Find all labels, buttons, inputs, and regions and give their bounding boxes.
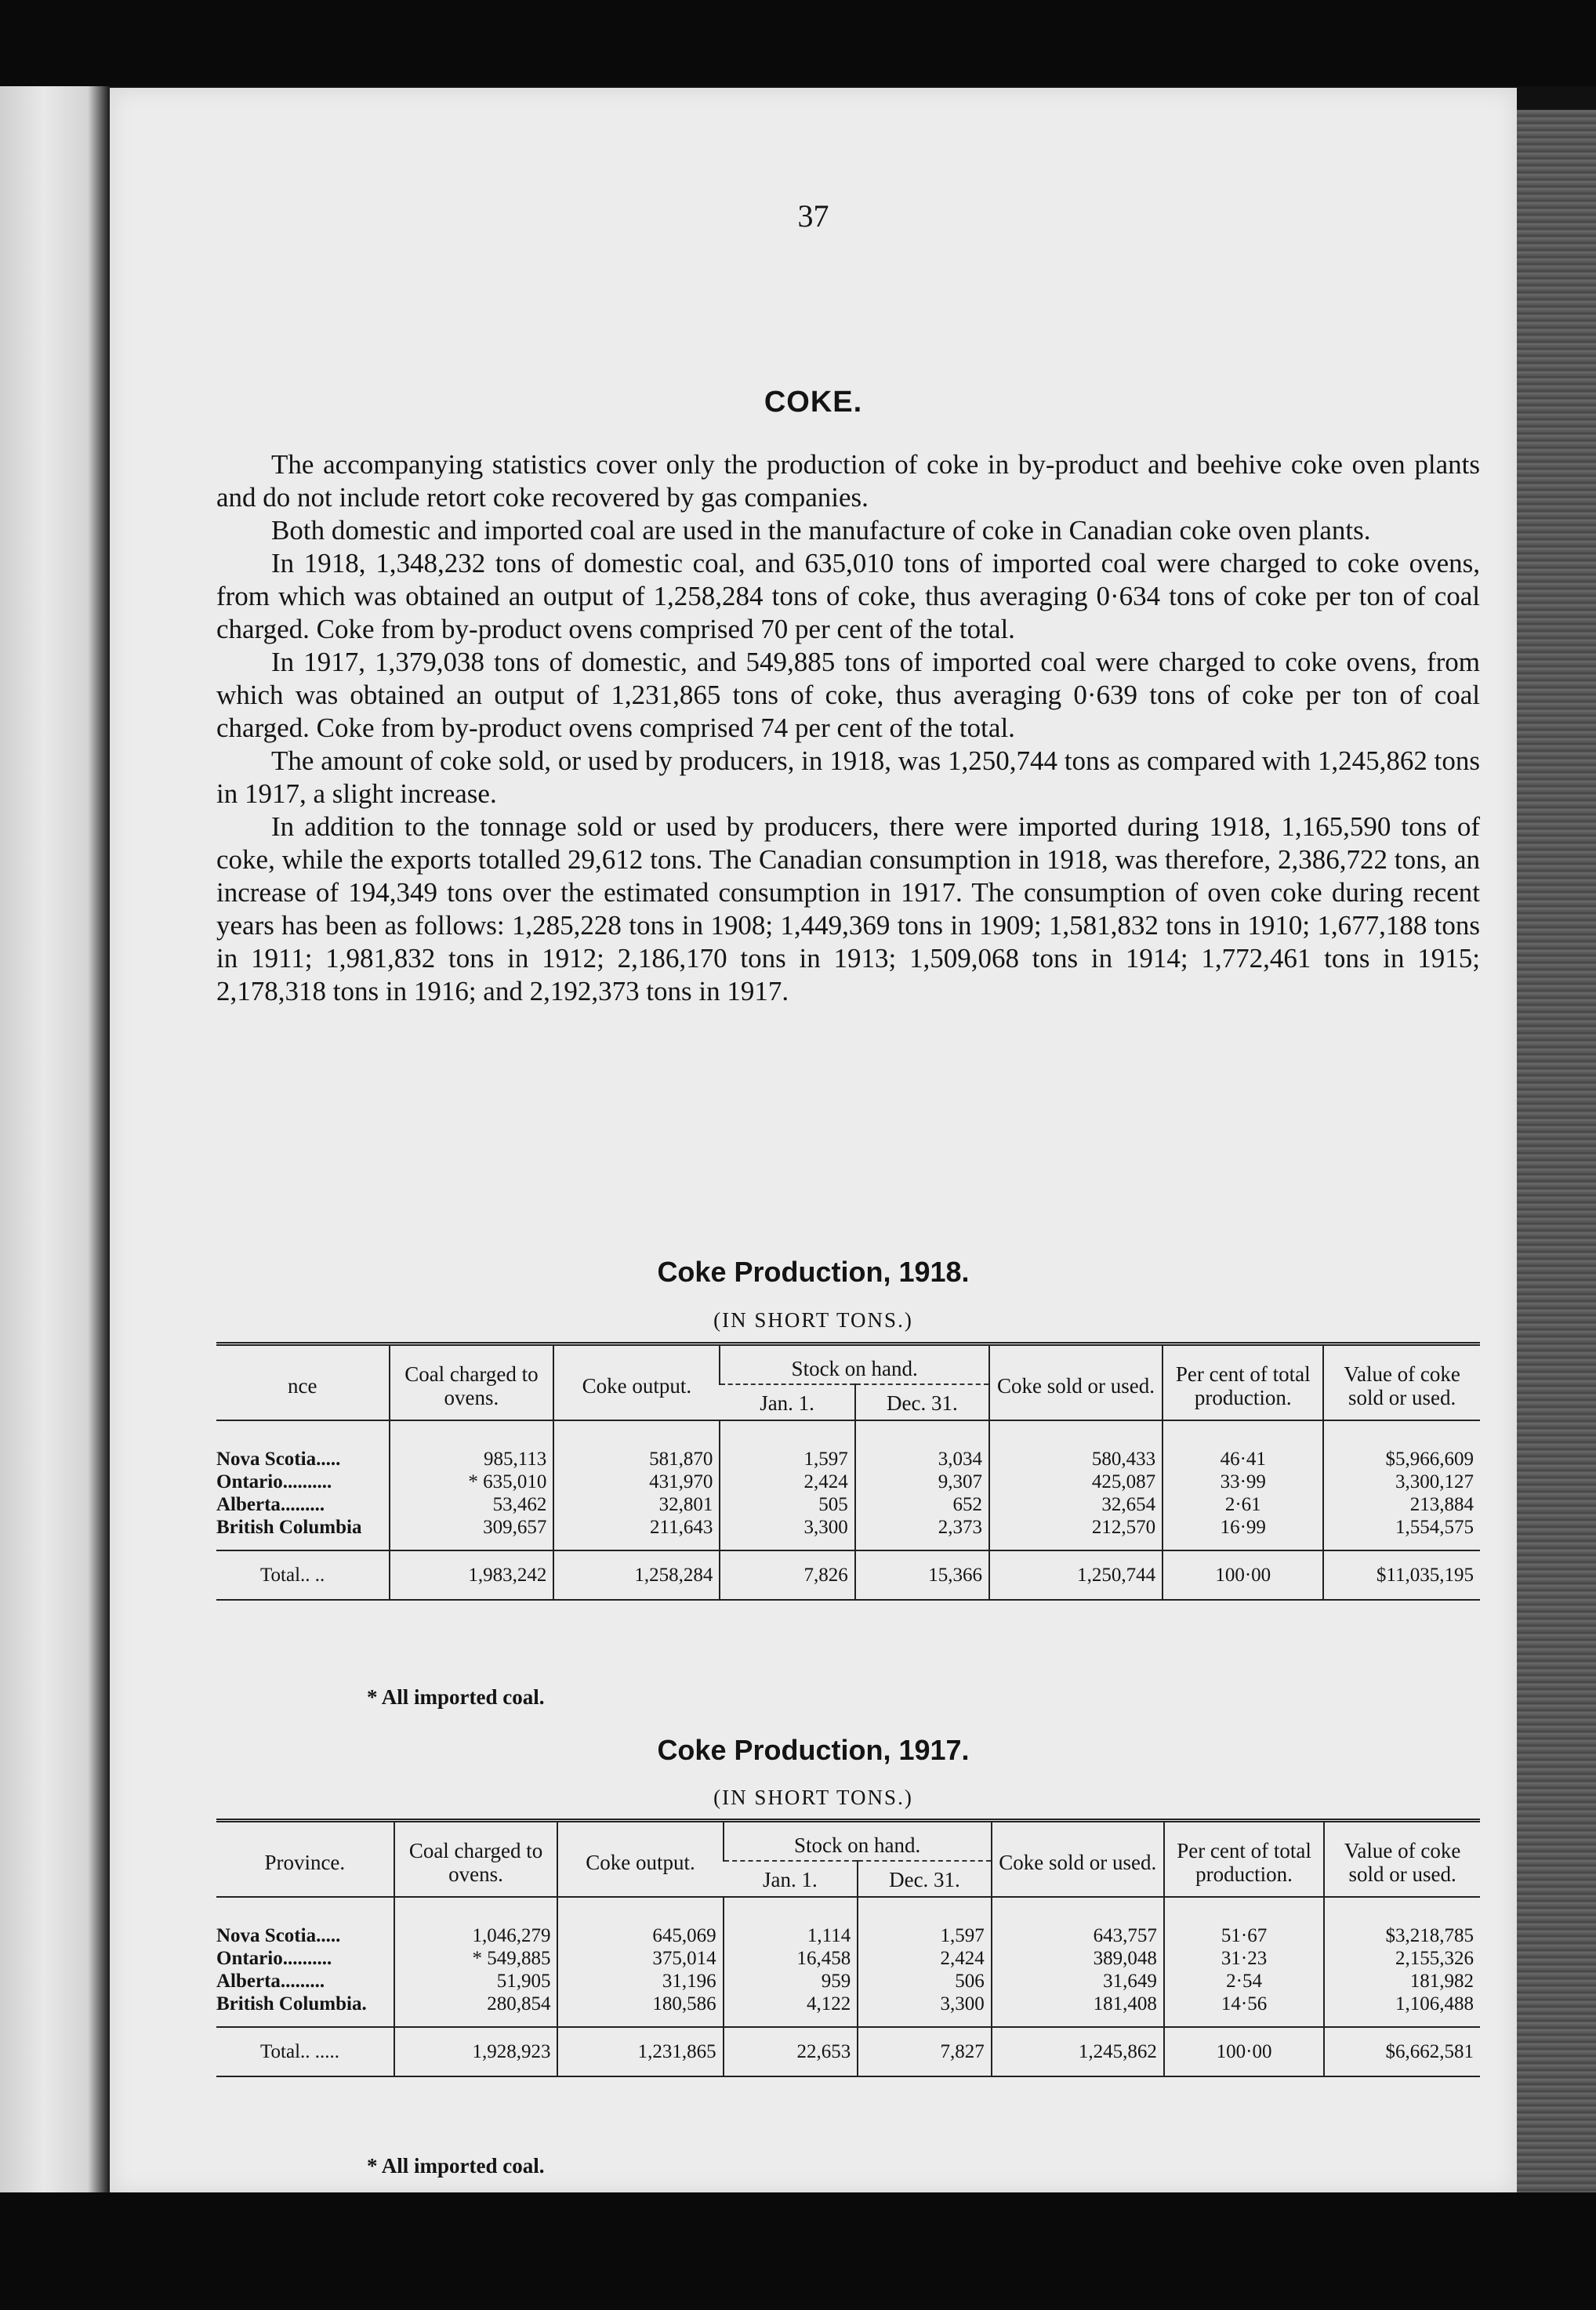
header-jan: Jan. 1. xyxy=(724,1861,858,1897)
cell-province: British Columbia xyxy=(216,1517,362,1538)
cell-sold: 31,649 xyxy=(992,1970,1164,1993)
paragraph: The amount of coke sold, or used by producers, in 1918, was 1,250,744 tons as compared with 1,245,862 tons in 1917, a slight increase. xyxy=(216,745,1480,809)
cell-total-jan: 7,826 xyxy=(720,1550,854,1600)
cell-dec: 3,034 xyxy=(855,1420,989,1470)
cell-percent: 16·99 xyxy=(1163,1516,1323,1550)
cell-sold: 425,087 xyxy=(989,1470,1163,1493)
header-percent: Per cent of total production. xyxy=(1164,1821,1324,1898)
scan-border-bottom xyxy=(0,2192,1596,2310)
cell-total-output: 1,258,284 xyxy=(553,1550,720,1600)
scan-border-top xyxy=(0,0,1596,86)
cell-coal: 280,854 xyxy=(394,1993,558,2027)
cell-coal: 51,905 xyxy=(394,1970,558,1993)
cell-percent: 51·67 xyxy=(1164,1897,1324,1947)
cell-dec: 1,597 xyxy=(858,1897,991,1947)
coke-production-1918-table xyxy=(216,1342,1480,1601)
cell-dec: 2,373 xyxy=(855,1516,989,1550)
cell-percent: 2·54 xyxy=(1164,1970,1324,1993)
cell-dec: 2,424 xyxy=(858,1947,991,1970)
cell-jan: 16,458 xyxy=(724,1947,858,1970)
cell-jan: 3,300 xyxy=(720,1516,854,1550)
cell-coal: * 635,010 xyxy=(390,1470,554,1493)
cell-dec: 3,300 xyxy=(858,1993,991,2027)
cell-value: $3,218,785 xyxy=(1324,1897,1480,1947)
cell-dec: 9,307 xyxy=(855,1470,989,1493)
cell-province: Nova Scotia..... xyxy=(216,1449,341,1470)
total-row xyxy=(216,2027,1480,2076)
cell-province: Ontario.......... xyxy=(216,1948,332,1969)
table-row xyxy=(216,1947,1480,1970)
cell-province: Alberta......... xyxy=(216,1494,325,1515)
header-stock-on-hand: Stock on hand. xyxy=(720,1344,989,1385)
cell-output: 581,870 xyxy=(553,1420,720,1470)
cell-output: 431,970 xyxy=(553,1470,720,1493)
cell-total-value: $11,035,195 xyxy=(1323,1550,1480,1600)
cell-province: Alberta......... xyxy=(216,1971,325,1992)
section-heading: COKE. xyxy=(764,386,863,419)
cell-percent: 2·61 xyxy=(1163,1493,1323,1516)
cell-sold: 212,570 xyxy=(989,1516,1163,1550)
paragraph: Both domestic and imported coal are used in the manufacture of coke in Canadian coke oven plants. xyxy=(271,515,1371,546)
cell-percent: 33·99 xyxy=(1163,1470,1323,1493)
cell-coal: 985,113 xyxy=(390,1420,554,1470)
cell-value: 181,982 xyxy=(1324,1970,1480,1993)
cell-jan: 505 xyxy=(720,1493,854,1516)
paragraph: In 1918, 1,348,232 tons of domestic coal, and 635,010 tons of imported coal were charged to coke ovens, from which was obtained an output of 1,258,284 tons of coke, thus averaging 0·634 tons of coke per ton of coal charged. Coke from by-product ovens comprised 70 per cent of the total. xyxy=(216,548,1480,644)
table-row xyxy=(216,1993,1480,2027)
cell-total-value: $6,662,581 xyxy=(1324,2027,1480,2076)
cell-percent: 14·56 xyxy=(1164,1993,1324,2027)
table-row xyxy=(216,1493,1480,1516)
header-coal-charged: Coal charged to ovens. xyxy=(390,1344,554,1421)
cell-jan: 959 xyxy=(724,1970,858,1993)
cell-sold: 643,757 xyxy=(992,1897,1164,1947)
body-text xyxy=(216,448,1480,1008)
table-unit-1917: (IN SHORT TONS.) xyxy=(713,1786,913,1809)
cell-province: British Columbia. xyxy=(216,1993,367,2014)
cell-value: 3,300,127 xyxy=(1323,1470,1480,1493)
cell-coal: 53,462 xyxy=(390,1493,554,1516)
header-coke-output: Coke output. xyxy=(557,1821,723,1898)
cell-value: 1,106,488 xyxy=(1324,1993,1480,2027)
footnote-1917: * All imported coal. xyxy=(367,2154,545,2178)
cell-total-dec: 7,827 xyxy=(858,2027,991,2076)
cell-jan: 4,122 xyxy=(724,1993,858,2027)
cell-value: $5,966,609 xyxy=(1323,1420,1480,1470)
cell-province: Nova Scotia..... xyxy=(216,1925,341,1946)
cell-total-coal: 1,983,242 xyxy=(390,1550,554,1600)
header-dec: Dec. 31. xyxy=(858,1861,991,1897)
cell-jan: 1,597 xyxy=(720,1420,854,1470)
cell-province: Ontario.......... xyxy=(216,1471,332,1492)
cell-output: 180,586 xyxy=(557,1993,723,2027)
cell-value: 2,155,326 xyxy=(1324,1947,1480,1970)
header-value: Value of coke sold or used. xyxy=(1324,1821,1480,1898)
cell-dec: 506 xyxy=(858,1970,991,1993)
table-title-1918: Coke Production, 1918. xyxy=(657,1256,970,1288)
table-row xyxy=(216,1897,1480,1947)
cell-total-jan: 22,653 xyxy=(724,2027,858,2076)
cell-sold: 389,048 xyxy=(992,1947,1164,1970)
document-page xyxy=(110,88,1517,2195)
paragraph: In addition to the tonnage sold or used by producers, there were imported during 1918, 1,165,590 tons of coke, while the exports totalled 29,612 tons. The Canadian consumption in 1918, was therefore, 2,386,722 tons, an increase of 194,349 tons over the estimated consumption in 1917. The consumption of oven coke during recent years has been as follows: 1,285,228 tons in 1908; 1,449,369 tons in 1909; 1,581,832 tons in 1910; 1,677,188 tons in 1911; 1,981,832 tons in 1912; 2,186,170 tons in 1913; 1,509,068 tons in 1914; 1,772,461 tons in 1915; 2,178,318 tons in 1916; and 2,192,373 tons in 1917. xyxy=(216,811,1480,1006)
cell-percent: 46·41 xyxy=(1163,1420,1323,1470)
header-coke-sold: Coke sold or used. xyxy=(989,1344,1163,1421)
cell-percent: 31·23 xyxy=(1164,1947,1324,1970)
page-number: 37 xyxy=(797,198,829,234)
cell-total-label: Total.. ..... xyxy=(216,2027,394,2076)
header-value: Value of coke sold or used. xyxy=(1323,1344,1480,1421)
cell-sold: 580,433 xyxy=(989,1420,1163,1470)
table-row xyxy=(216,1970,1480,1993)
table-title-1917: Coke Production, 1917. xyxy=(657,1734,970,1766)
footnote-1918: * All imported coal. xyxy=(367,1685,545,1709)
cell-sold: 181,408 xyxy=(992,1993,1164,2027)
cell-total-label: Total.. .. xyxy=(216,1550,390,1600)
header-dec: Dec. 31. xyxy=(855,1384,989,1420)
adjacent-page-edge xyxy=(0,86,110,2195)
header-stock-on-hand: Stock on hand. xyxy=(724,1821,992,1862)
cell-total-sold: 1,245,862 xyxy=(992,2027,1164,2076)
table-row xyxy=(216,1470,1480,1493)
paragraph: The accompanying statistics cover only the production of coke in by-product and beehive coke oven plants and do not include retort coke recovered by gas companies. xyxy=(216,449,1480,513)
header-jan: Jan. 1. xyxy=(720,1384,854,1420)
header-province: nce xyxy=(216,1344,390,1421)
header-coal-charged: Coal charged to ovens. xyxy=(394,1821,558,1898)
cell-sold: 32,654 xyxy=(989,1493,1163,1516)
cell-total-percent: 100·00 xyxy=(1163,1550,1323,1600)
cell-value: 1,554,575 xyxy=(1323,1516,1480,1550)
cell-total-coal: 1,928,923 xyxy=(394,2027,558,2076)
table-row xyxy=(216,1516,1480,1550)
cell-jan: 2,424 xyxy=(720,1470,854,1493)
cell-output: 31,196 xyxy=(557,1970,723,1993)
cell-output: 645,069 xyxy=(557,1897,723,1947)
coke-production-1917-table xyxy=(216,1819,1480,2077)
paragraph: In 1917, 1,379,038 tons of domestic, and 549,885 tons of imported coal were charged to coke ovens, from which was obtained an output of 1,231,865 tons of coke, thus averaging 0·639 tons of coke per ton of coal charged. Coke from by-product ovens comprised 74 per cent of the total. xyxy=(216,647,1480,743)
cell-total-percent: 100·00 xyxy=(1164,2027,1324,2076)
cell-dec: 652 xyxy=(855,1493,989,1516)
header-coke-output: Coke output. xyxy=(553,1344,720,1421)
cell-value: 213,884 xyxy=(1323,1493,1480,1516)
header-percent: Per cent of total production. xyxy=(1163,1344,1323,1421)
cell-coal: 1,046,279 xyxy=(394,1897,558,1947)
book-binding-edge xyxy=(1517,110,1596,2195)
header-coke-sold: Coke sold or used. xyxy=(992,1821,1164,1898)
cell-total-dec: 15,366 xyxy=(855,1550,989,1600)
cell-total-sold: 1,250,744 xyxy=(989,1550,1163,1600)
cell-total-output: 1,231,865 xyxy=(557,2027,723,2076)
cell-jan: 1,114 xyxy=(724,1897,858,1947)
header-province: Province. xyxy=(216,1821,394,1898)
total-row xyxy=(216,1550,1480,1600)
cell-output: 32,801 xyxy=(553,1493,720,1516)
table-row xyxy=(216,1420,1480,1470)
cell-coal: 309,657 xyxy=(390,1516,554,1550)
cell-output: 211,643 xyxy=(553,1516,720,1550)
table-unit-1918: (IN SHORT TONS.) xyxy=(713,1308,913,1332)
cell-output: 375,014 xyxy=(557,1947,723,1970)
cell-coal: * 549,885 xyxy=(394,1947,558,1970)
